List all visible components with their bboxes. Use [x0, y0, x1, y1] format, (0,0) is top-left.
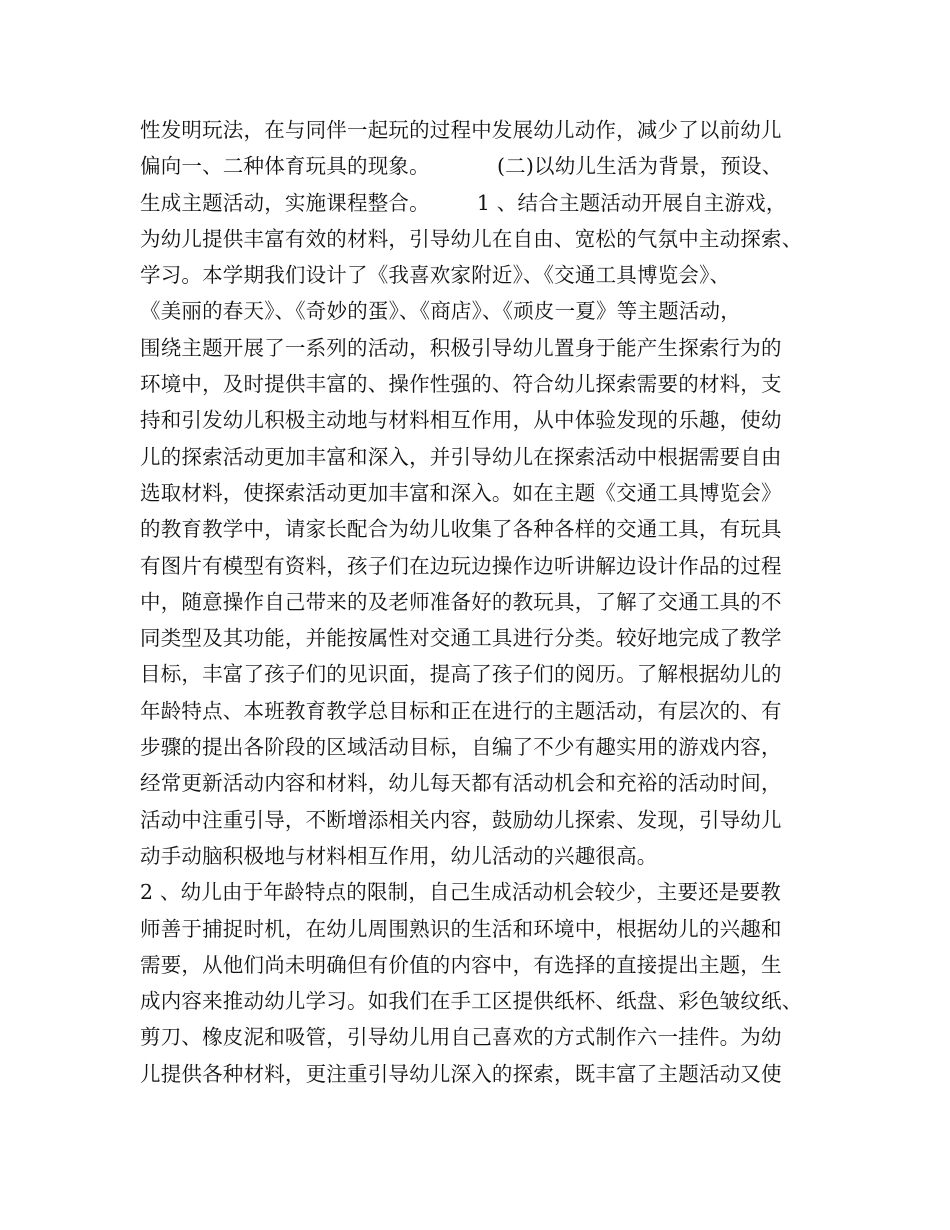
- text-line: 选取材料，使探索活动更加丰富和深入。如在主题《交通工具博览会》: [140, 480, 782, 505]
- text-line: 持和引发幼儿积极主动地与材料相互作用，从中体验发现的乐趣，使幼: [140, 408, 782, 433]
- text-line: 需要，从他们尚未明确但有价值的内容中，有选择的直接提出主题，生: [140, 952, 782, 977]
- text-line: 2 、幼儿由于年龄特点的限制，自己生成活动机会较少，主要还是要教: [140, 880, 781, 905]
- text-line: 活动中注重引导，不断增添相关内容，鼓励幼儿探索、发现，引导幼儿: [140, 807, 782, 832]
- text-line: 偏向一、二种体育玩具的现象。 (二)以幼儿生活为背景，预设、: [140, 154, 783, 179]
- text-line: 师善于捕捉时机，在幼儿周围熟识的生活和环境中，根据幼儿的兴趣和: [140, 916, 782, 941]
- text-line: 剪刀、橡皮泥和吸管，引导幼儿用自己喜欢的方式制作六一挂件。为幼: [140, 1025, 782, 1050]
- body-text: [140, 112, 830, 1092]
- text-line: 有图片有模型有资料，孩子们在边玩边操作边听讲解边设计作品的过程: [140, 553, 782, 578]
- text-line: 《美丽的春天》、《奇妙的蛋》、《商店》、《顽皮一夏》等主题活动，: [140, 299, 741, 324]
- text-line: 动手动脑积极地与材料相互作用，幼儿活动的兴趣很高。: [140, 843, 658, 868]
- text-line: 儿提供各种材料，更注重引导幼儿深入的探索，既丰富了主题活动又使: [140, 1061, 782, 1086]
- text-line: 性发明玩法，在与同伴一起玩的过程中发展幼儿动作，减少了以前幼儿: [140, 118, 782, 142]
- text-line: 为幼儿提供丰富有效的材料，引导幼儿在自由、宽松的气氛中主动探索、: [140, 226, 803, 251]
- text-line: 的教育教学中，请家长配合为幼儿收集了各种各样的交通工具，有玩具: [140, 517, 782, 542]
- text-line: 目标，丰富了孩子们的见识面，提高了孩子们的阅历。了解根据幼儿的: [140, 662, 782, 687]
- text-line: 环境中，及时提供丰富的、操作性强的、符合幼儿探索需要的材料，支: [140, 372, 782, 397]
- text-line: 经常更新活动内容和材料，幼儿每天都有活动机会和充裕的活动时间，: [140, 771, 782, 796]
- text-line: 生成主题活动，实施课程整合。 1 、结合主题活动开展自主游戏，: [140, 190, 787, 215]
- text-line: 儿的探索活动更加丰富和深入，并引导幼儿在探索活动中根据需要自由: [140, 444, 782, 469]
- text-line: 学习。本学期我们设计了《我喜欢家附近》、《交通工具博览会》、: [140, 263, 731, 288]
- text-line: 成内容来推动幼儿学习。如我们在手工区提供纸杯、纸盘、彩色皱纹纸、: [140, 989, 803, 1014]
- text-line: 步骤的提出各阶段的区域活动目标，自编了不少有趣实用的游戏内容，: [140, 735, 782, 760]
- text-line: 中，随意操作自己带来的及老师准备好的教玩具，了解了交通工具的不: [140, 589, 782, 614]
- text-line: 年龄特点、本班教育教学总目标和正在进行的主题活动，有层次的、有: [140, 698, 782, 723]
- text-line: 同类型及其功能，并能按属性对交通工具进行分类。较好地完成了教学: [140, 626, 782, 651]
- text-line: 围绕主题开展了一系列的活动，积极引导幼儿置身于能产生探索行为的: [140, 335, 782, 360]
